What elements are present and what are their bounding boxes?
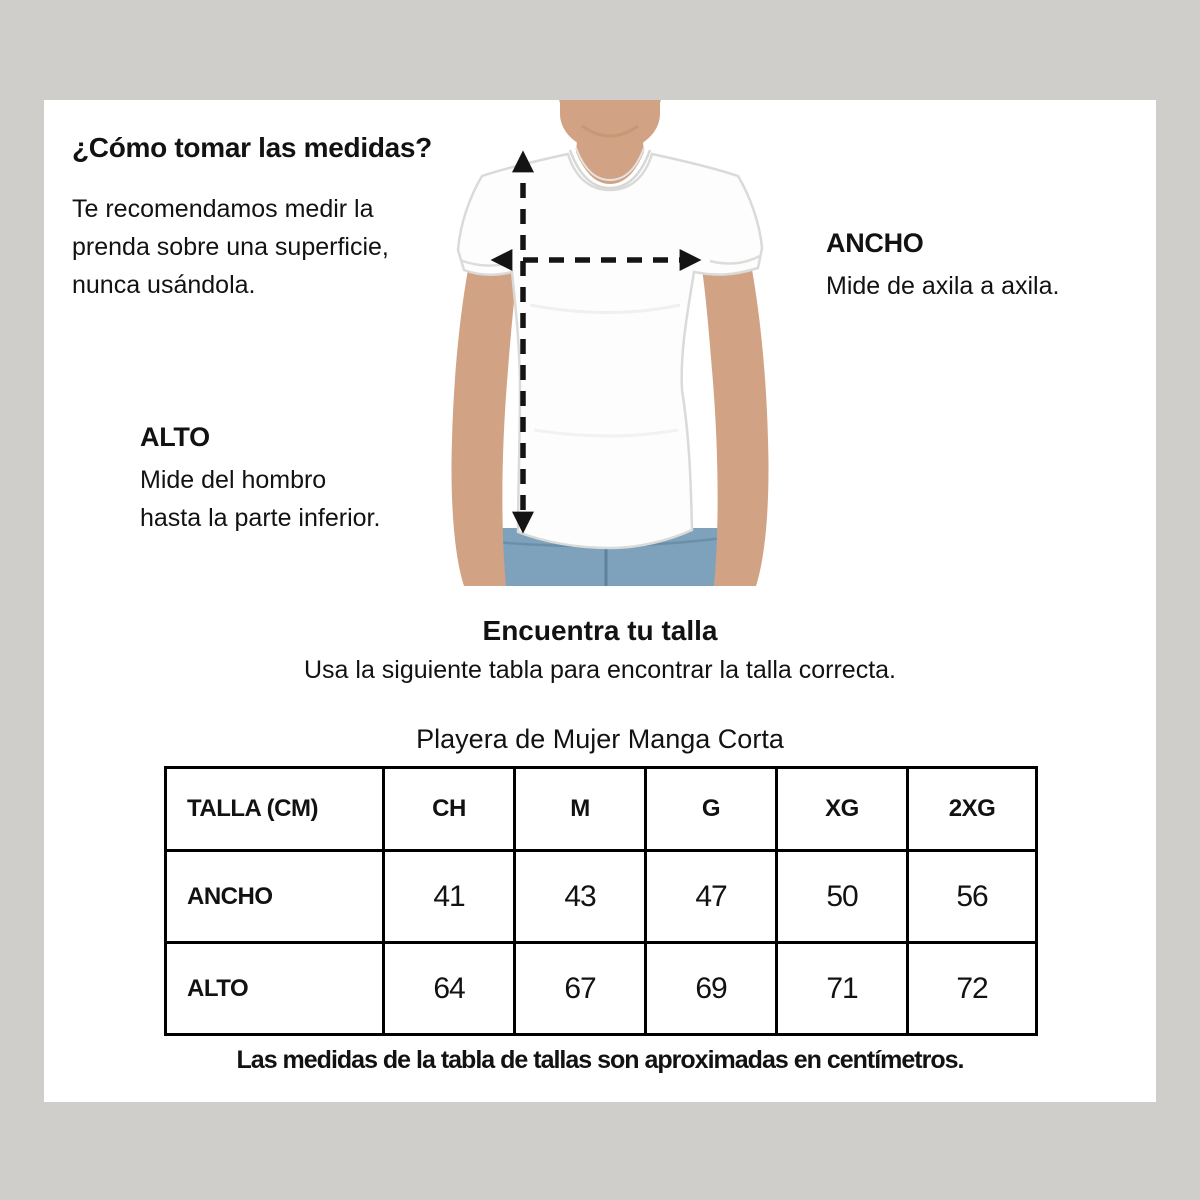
- size-table-header-cell: TALLA (CM): [166, 768, 384, 851]
- size-table-cell: 43: [515, 851, 646, 943]
- size-table-cell: 67: [515, 943, 646, 1035]
- size-table-cell: 72: [908, 943, 1037, 1035]
- how-to-body-line: prenda sobre una superficie,: [72, 233, 389, 261]
- size-table-cell: 56: [908, 851, 1037, 943]
- alto-callout-line: hasta la parte inferior.: [140, 504, 381, 532]
- ancho-callout: [826, 228, 1059, 305]
- size-table-row-label: ANCHO: [166, 851, 384, 943]
- how-to-body-line: nunca usándola.: [72, 271, 256, 299]
- alto-callout-description: [140, 461, 380, 537]
- alto-callout-line: Mide del hombro: [140, 466, 327, 494]
- size-table-header-cell: 2XG: [908, 768, 1037, 851]
- how-to-title: ¿Cómo tomar las medidas?: [72, 132, 432, 163]
- size-table-row-alto: [166, 943, 1037, 1035]
- size-table-footnote: Las medidas de la tabla de tallas son aproximadas en centímetros.: [236, 1046, 964, 1074]
- size-table-cell: 41: [384, 851, 515, 943]
- ancho-callout-description: Mide de axila a axila.: [826, 272, 1060, 300]
- size-table-cell: 64: [384, 943, 515, 1035]
- size-table-header-cell: M: [515, 768, 646, 851]
- find-size-subtitle: Usa la siguiente tabla para encontrar la talla correcta.: [304, 656, 896, 684]
- ancho-callout-title: ANCHO: [826, 228, 924, 258]
- size-table-header-cell: G: [646, 768, 777, 851]
- size-table-header-cell: XG: [777, 768, 908, 851]
- alto-callout: [140, 422, 380, 537]
- size-table-row-label: ALTO: [166, 943, 384, 1035]
- size-table-cell: 69: [646, 943, 777, 1035]
- size-table-cell: 47: [646, 851, 777, 943]
- find-size-title: Encuentra tu talla: [482, 615, 718, 646]
- model-photo: [430, 100, 790, 586]
- size-table: [164, 766, 1038, 1036]
- how-to-body-line: Te recomendamos medir la: [72, 195, 374, 223]
- how-to-body: [72, 190, 389, 304]
- size-table-cell: 50: [777, 851, 908, 943]
- size-table-cell: 71: [777, 943, 908, 1035]
- size-table-title: Playera de Mujer Manga Corta: [416, 724, 784, 754]
- size-table-row-ancho: [166, 851, 1037, 943]
- model-neck: [576, 100, 644, 184]
- size-table-header-cell: CH: [384, 768, 515, 851]
- alto-callout-title: ALTO: [140, 422, 210, 452]
- size-table-header-row: [166, 768, 1037, 851]
